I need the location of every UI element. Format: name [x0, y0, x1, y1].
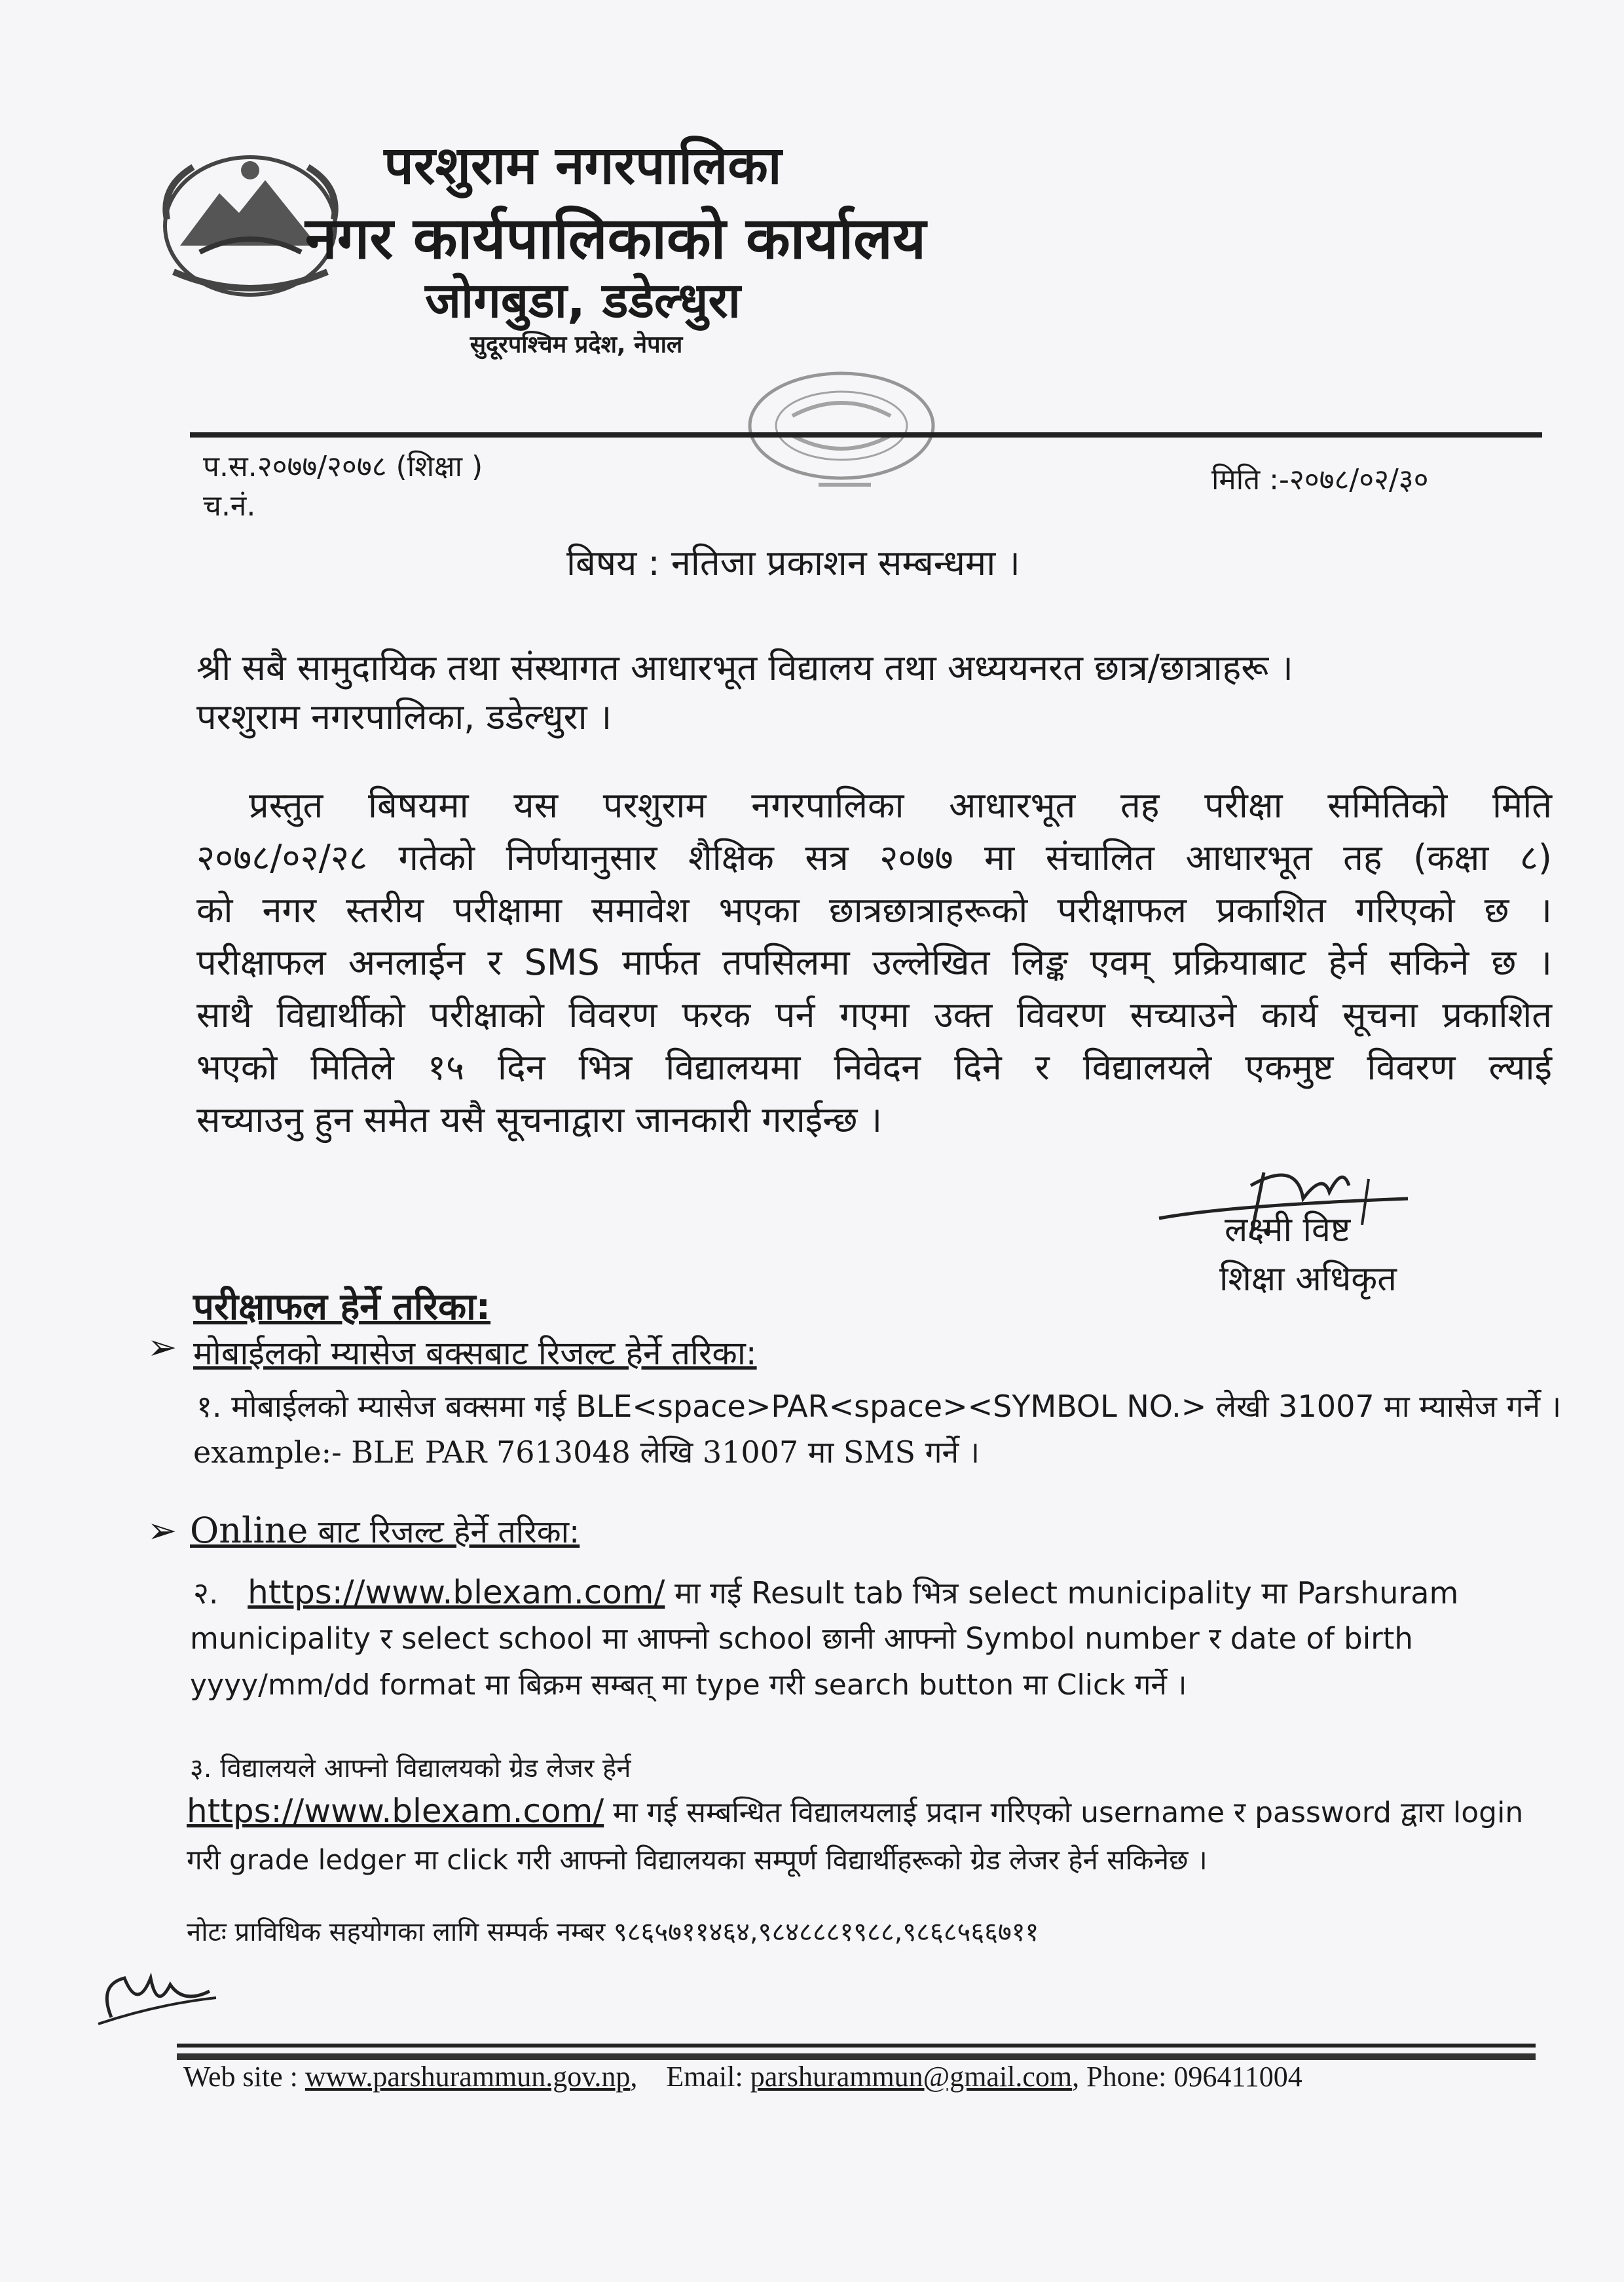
footer-rule-thick	[177, 2053, 1536, 2060]
email-label: , Email:	[630, 2061, 750, 2093]
dispatch-number: च.नं.	[203, 489, 256, 523]
online-method-title-en: Online	[190, 1510, 308, 1551]
footer-contact	[183, 2060, 1302, 2093]
methods-heading: परीक्षाफल हेर्ने तरिका:	[193, 1286, 491, 1328]
online-step-2-line-2: municipality र select school मा आफ्नो school छानी आफ्नो Symbol number र date of birth	[190, 1621, 1413, 1656]
technical-support-note: नोटः प्राविधिक सहयोगका लागि सम्पर्क नम्बर ९८६५७११४६४,९८४८८८१९८८,९८६८५६६७११	[187, 1917, 1039, 1947]
blexam-link[interactable]: https://www.blexam.com/	[248, 1573, 665, 1611]
website-link[interactable]: www.parshurammun.gov.np	[304, 2061, 631, 2093]
step-number: २.	[193, 1575, 219, 1611]
office-name: नगर कार्यपालिकाको कार्यालय	[305, 204, 926, 272]
sms-method-title: मोबाईलको म्यासेज बक्सबाट रिजल्ट हेर्ने तरिका:	[193, 1334, 757, 1372]
online-method-title	[190, 1510, 580, 1552]
body-line: को नगर स्तरीय परीक्षामा समावेश भएका छात्रछात्राहरूको परीक्षाफल प्रकाशित गरिएको छ ।	[196, 889, 1552, 931]
ledger-step-3-line-2	[187, 1791, 1523, 1831]
blexam-ledger-link[interactable]: https://www.blexam.com/	[187, 1792, 604, 1830]
body-line: भएको मितिले १५ दिन भित्र विद्यालयमा निवेदन दिने र विद्यालयले एकमुष्ट विवरण ल्याई	[196, 1047, 1552, 1088]
body-line: साथै विद्यार्थीको परीक्षाको विवरण फरक पर्न गएमा उक्त विवरण सच्याउने कार्य सूचना प्रकाशित	[196, 994, 1552, 1036]
footer-rule	[177, 2044, 1536, 2048]
ledger-step-3-line-3: गरी grade ledger मा click गरी आफ्नो विद्यालयका सम्पूर्ण विद्यार्थीहरूको ग्रेड लेजर हेर्न सकिनेछ ।	[187, 1844, 1208, 1876]
org-name: परशुराम नगरपालिका	[384, 135, 782, 196]
header-rule	[190, 432, 1542, 438]
online-method-title-np: बाट रिजल्ट हेर्ने तरिका:	[308, 1514, 580, 1550]
letter-date: मिति :-२०७८/०२/३०	[1211, 463, 1429, 496]
online-step-2-line-3: yyyy/mm/dd format मा बिक्रम सम्बत् मा type गरी search button मा Click गर्ने ।	[190, 1668, 1187, 1702]
body-line: २०७८/०२/२८ गतेको निर्णयानुसार शैक्षिक सत्र २०७७ मा संचालित आधारभूत तह (कक्षा ८)	[196, 837, 1552, 878]
body-line: प्रस्तुत बिषयमा यस परशुराम नगरपालिका आधारभूत तह परीक्षा समितिको मिति	[249, 785, 1552, 826]
addressee-line-2: परशुराम नगरपालिका, डडेल्धुरा ।	[196, 696, 612, 738]
body-line: परीक्षाफल अनलाईन र SMS मार्फत तपसिलमा उल्लेखित लिङ्क एवम् प्रक्रियाबाट हेर्न सकिने छ ।	[196, 942, 1552, 983]
ledger-step-3: ३. विद्यालयले आफ्नो विद्यालयको ग्रेड लेजर हेर्न	[190, 1753, 631, 1784]
office-location: जोगबुडा, डडेल्धुरा	[425, 272, 741, 329]
sms-example: example:- BLE PAR 7613048 लेखि 31007 मा SMS गर्ने ।	[193, 1434, 980, 1470]
online-step-2	[193, 1572, 1458, 1613]
initial-signature-icon	[92, 1958, 223, 2030]
letter-reference-number: प.स.२०७७/२०७८ (शिक्षा )	[203, 450, 483, 483]
ledger-step-3-text: मा गई सम्बन्धित विद्यालयलाई प्रदान गरिएको username र password द्वारा login	[604, 1796, 1524, 1829]
arrow-bullet-icon: ➢	[147, 1510, 177, 1551]
subject-line: बिषय : नतिजा प्रकाशन सम्बन्धमा ।	[566, 542, 1020, 584]
addressee-line-1: श्री सबै सामुदायिक तथा संस्थागत आधारभूत विद्यालय तथा अध्ययनरत छात्र/छात्राहरू ।	[196, 647, 1293, 688]
province-name: सुदूरपश्चिम प्रदेश, नेपाल	[470, 331, 683, 358]
email-link[interactable]: parshurammun@gmail.com	[750, 2061, 1073, 2093]
website-label: Web site :	[183, 2061, 305, 2093]
phone-text: , Phone: 096411004	[1072, 2061, 1302, 2093]
body-paragraph	[196, 779, 1552, 1146]
arrow-bullet-icon: ➢	[147, 1326, 177, 1368]
body-line: सच्याउनु हुन समेत यसै सूचनाद्वारा जानकारी गराईन्छ ।	[196, 1099, 883, 1140]
signatory-name: लक्ष्मी विष्ट	[1225, 1210, 1351, 1250]
sms-step-1: १. मोबाईलको म्यासेज बक्समा गई BLE<space>PAR<space><SYMBOL NO.> लेखी 31007 मा म्यासेज गर्ने ।	[196, 1389, 1562, 1424]
online-step-2-text: मा गई Result tab भित्र select municipality मा Parshuram	[665, 1575, 1459, 1611]
signatory-title: शिक्षा अधिकृत	[1219, 1260, 1397, 1299]
